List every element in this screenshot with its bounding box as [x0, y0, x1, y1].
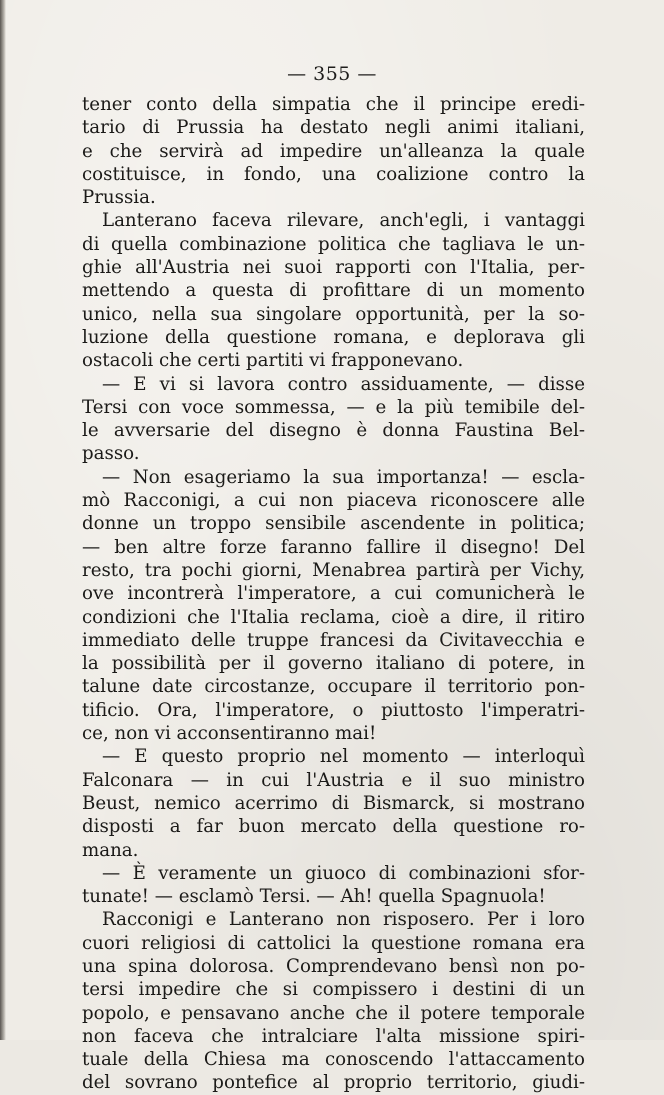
- text-line: cuori religiosi di cattolici la questione romana era: [82, 932, 585, 954]
- page-spine-shadow: [0, 0, 6, 1040]
- text-line: Racconigi e Lanterano non risposero. Per i loro: [102, 909, 585, 931]
- text-line: talune date circostanze, occupare il territorio pon-: [82, 676, 585, 698]
- text-line: ove incontrerà l'imperatore, a cui comunicherà le: [82, 583, 585, 605]
- text-line: passo.: [82, 443, 140, 465]
- body-text: [82, 93, 585, 1095]
- text-line: immediato delle truppe francesi da Civitavecchia e: [82, 629, 585, 651]
- text-line: — E vi si lavora contro assiduamente, — disse: [102, 373, 585, 395]
- text-line: del sovrano pontefice al proprio territorio, giudi-: [82, 1072, 585, 1094]
- text-line: — È veramente un giuoco di combinazioni sfor-: [102, 862, 585, 884]
- text-line: unico, nella sua singolare opportunità, per la so-: [82, 303, 585, 325]
- text-line: di quella combinazione politica che tagliava le un-: [82, 233, 585, 255]
- text-line: mana.: [82, 839, 139, 861]
- text-line: tersi impedire che si compissero i destini di un: [82, 979, 585, 1001]
- text-line: Prussia.: [82, 187, 156, 209]
- text-line: — ben altre forze faranno fallire il disegno! Del: [82, 536, 585, 558]
- text-line: popolo, e pensavano anche che il potere temporale: [82, 1002, 585, 1024]
- text-line: — Non esageriamo la sua importanza! — escla-: [102, 466, 585, 488]
- text-line: e che servirà ad impedire un'alleanza la quale: [82, 140, 585, 162]
- text-line: tunate! — esclamò Tersi. — Ah! quella Spagnuola!: [82, 886, 546, 908]
- text-line: — E questo proprio nel momento — interloquì: [102, 746, 585, 768]
- text-line: tener conto della simpatia che il principe eredi-: [82, 94, 585, 115]
- text-line: Beust, nemico acerrimo di Bismarck, si mostrano: [82, 792, 585, 814]
- text-line: Falconara — in cui l'Austria e il suo ministro: [82, 769, 585, 791]
- text-line: non faceva che intralciare l'alta missione spiri-: [82, 1025, 585, 1047]
- text-line: costituisce, in fondo, una coalizione contro la: [82, 163, 585, 185]
- page-number: — 355 —: [287, 63, 377, 85]
- text-line: mettendo a questa di profittare di un momento: [82, 280, 585, 302]
- text-line: condizioni che l'Italia reclama, cioè a dire, il ritiro: [82, 606, 585, 628]
- text-line: tario di Prussia ha destato negli animi italiani,: [82, 117, 585, 139]
- text-line: una spina dolorosa. Comprendevano bensì non po-: [82, 955, 585, 977]
- text-line: le avversarie del disegno è donna Faustina Bel-: [82, 420, 585, 442]
- text-line: Lanterano faceva rilevare, anch'egli, i vantaggi: [102, 210, 585, 232]
- text-line: disposti a far buon mercato della questione ro-: [82, 816, 585, 838]
- text-line: resto, tra pochi giorni, Menabrea partirà per Vichy,: [82, 559, 585, 581]
- text-line: Tersi con voce sommessa, — e la più temibile del-: [82, 396, 585, 418]
- text-line: ostacoli che certi partiti vi frapponevano.: [82, 350, 464, 372]
- text-line: la possibilità per il governo italiano di potere, in: [82, 653, 585, 675]
- text-line: ghie all'Austria nei suoi rapporti con l'Italia, per-: [82, 257, 585, 279]
- text-line: donne un troppo sensibile ascendente in politica;: [82, 513, 585, 535]
- text-line: tuale della Chiesa ma conoscendo l'attaccamento: [82, 1049, 585, 1071]
- text-line: tificio. Ora, l'imperatore, o piuttosto l'imperatri-: [82, 699, 585, 721]
- text-line: ce, non vi acconsentiranno mai!: [82, 723, 377, 745]
- text-line: mò Racconigi, a cui non piaceva riconoscere alle: [82, 490, 585, 512]
- text-line: luzione della questione romana, e deplorava gli: [82, 326, 585, 348]
